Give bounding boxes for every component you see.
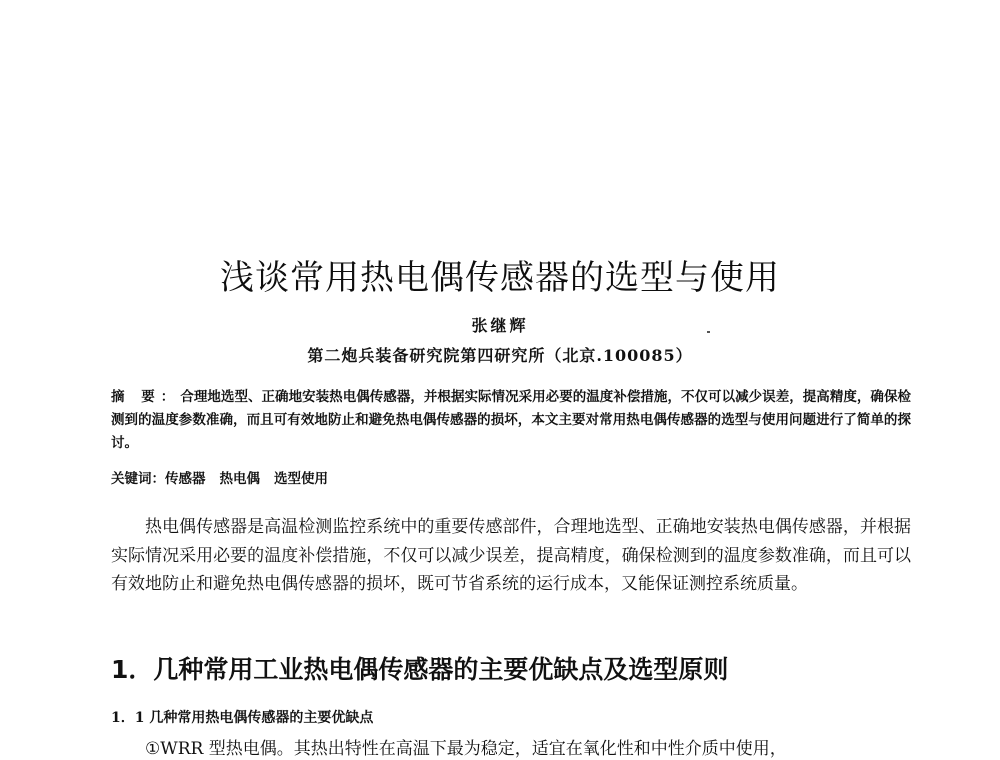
section-heading: 1．几种常用工业热电偶传感器的主要优缺点及选型原则 <box>111 655 729 684</box>
author-affiliation: 第二炮兵装备研究院第四研究所（北京.100085） <box>307 346 693 365</box>
abstract-label: 摘 要： <box>111 389 181 405</box>
body-paragraph: 热电偶传感器是高温检测监控系统中的重要传感部件，合理地选型、正确地安装热电偶传感器，并根据实际情况采用必要的温度补偿措施，不仅可以减少误差，提高精度，确保检测到的温度参数准确，而且可以有效地防止和避免热电偶传感器的损坏，既可节省系统的运行成本，又能保证测控系统质量。 <box>111 517 911 594</box>
keyword: 传感器 <box>165 471 206 487</box>
author-name: 张继辉 <box>471 316 529 335</box>
abstract-text: 合理地选型、正确地安装热电偶传感器，并根据实际情况采用必要的温度补偿措施，不仅可以减少误差，提高精度，确保检测到的温度参数准确，而且可有效地防止和避免热电偶传感器的损坏，本文主要对常用热电偶传感器的选型与使用问题进行了简单的探讨。 <box>111 389 911 451</box>
abstract <box>111 386 911 455</box>
keyword: 选型使用 <box>274 471 328 487</box>
keywords <box>111 467 911 487</box>
list-item: ①WRR 型热电偶。其热出特性在高温下最为稳定，适宜在氧化性和中性介质中使用， <box>145 739 787 759</box>
scan-speck <box>707 331 710 333</box>
keywords-label: 关键词： <box>111 471 165 487</box>
keyword: 热电偶 <box>219 471 260 487</box>
paper-title: 浅谈常用热电偶传感器的选型与使用 <box>220 258 780 298</box>
subsection-heading: 1．1 几种常用热电偶传感器的主要优缺点 <box>111 710 374 726</box>
